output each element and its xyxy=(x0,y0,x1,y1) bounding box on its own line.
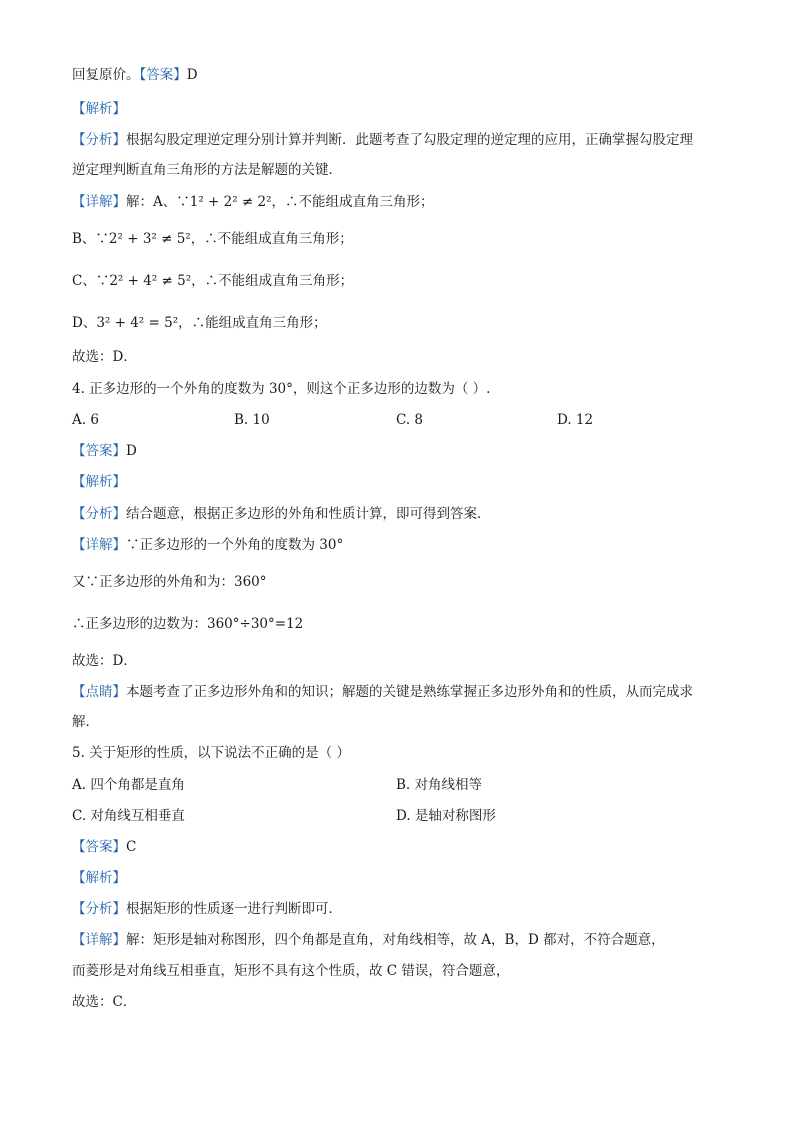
analysis-heading: 【解析】 xyxy=(72,101,126,117)
text-line xyxy=(72,131,693,149)
text-line: 解． xyxy=(72,714,99,730)
text-line: 故选：D． xyxy=(72,349,137,365)
analysis-heading: 【解析】 xyxy=(72,870,126,886)
option-c: C. 8 xyxy=(396,412,424,428)
text-fragment: 结合题意，根据正多边形的外角和性质计算，即可得到答案． xyxy=(126,506,491,522)
text-line xyxy=(72,505,491,523)
fenxi-label: 【分析】 xyxy=(72,506,126,522)
xiangjie-label: 【详解】 xyxy=(72,537,126,553)
text-fragment: 根据矩形的性质逐一进行判断即可． xyxy=(126,901,342,917)
math-expression: 2² + 4² ≠ 5² xyxy=(109,273,192,289)
option-c: C. 对角线互相垂直 xyxy=(72,808,185,824)
answer-value: D xyxy=(186,67,198,83)
option-a: A. 6 xyxy=(72,412,99,428)
text-fragment: ∵正多边形的一个外角的度数为 30° xyxy=(126,537,344,553)
fenxi-label: 【分析】 xyxy=(72,132,126,148)
text-fragment: 回复原价。 xyxy=(72,67,140,83)
text-line xyxy=(72,442,137,460)
text-line xyxy=(72,536,343,554)
text-line: 逆定理判断直角三角形的方法是解题的关键． xyxy=(72,162,342,178)
question-4: 4. 正多边形的一个外角的度数为 30°，则这个正多边形的边数为（ ）. xyxy=(72,381,491,397)
text-fragment: 根据勾股定理逆定理分别计算并判断．此题考查了勾股定理的逆定理的应用，正确掌握勾股定理 xyxy=(126,132,693,148)
question-5: 5. 关于矩形的性质，以下说法不正确的是（ ） xyxy=(72,745,350,761)
text-line xyxy=(72,838,136,856)
text-line xyxy=(72,314,327,332)
answer-value: D xyxy=(126,443,137,459)
text-fragment: ，∴不能组成直角三角形； xyxy=(271,194,434,210)
option-d: D. 是轴对称图形 xyxy=(396,808,496,824)
option-d: D. 12 xyxy=(557,412,594,428)
answer-label: 【答案】 xyxy=(72,839,126,855)
text-line xyxy=(72,683,693,701)
text-line: 而菱形是对角线互相垂直，矩形不具有这个性质，故 C 错误，符合题意， xyxy=(72,963,510,979)
text-line: ∴正多边形的边数为：360°÷30°=12 xyxy=(72,616,304,632)
text-line xyxy=(72,230,353,248)
math-expression: 1² + 2² ≠ 2² xyxy=(189,194,272,210)
math-expression: 3² + 4² = 5² xyxy=(96,315,179,331)
option-a: A. 四个角都是直角 xyxy=(72,777,185,793)
text-line: 又∵正多边形的外角和为：360° xyxy=(72,574,267,590)
xiangjie-label: 【详解】 xyxy=(72,932,126,948)
text-fragment: D、 xyxy=(72,315,97,331)
text-line xyxy=(72,193,434,211)
text-line: 故选：C． xyxy=(72,994,137,1010)
text-fragment: ，∴不能组成直角三角形； xyxy=(190,231,353,247)
text-fragment: B、∵ xyxy=(72,231,109,247)
answer-label: 【答案】 xyxy=(139,67,187,83)
text-line: 故选：D． xyxy=(72,653,137,669)
dianjing-label: 【点睛】 xyxy=(72,684,126,700)
text-fragment: 解：A、∵ xyxy=(126,194,190,210)
option-b: B. 10 xyxy=(234,412,270,428)
text-fragment: 本题考查了正多边形外角和的知识；解题的关键是熟练掌握正多边形外角和的性质，从而完成求 xyxy=(126,684,693,700)
fenxi-label: 【分析】 xyxy=(72,901,126,917)
text-line xyxy=(72,66,198,84)
text-line xyxy=(72,272,353,290)
option-b: B. 对角线相等 xyxy=(396,777,483,793)
text-fragment: 解：矩形是轴对称图形，四个角都是直角，对角线相等，故 A，B，D 都对，不符合题意， xyxy=(126,932,665,948)
text-fragment: ，∴能组成直角三角形； xyxy=(178,315,327,331)
analysis-heading: 【解析】 xyxy=(72,474,126,490)
answer-value: C xyxy=(126,839,137,855)
text-line xyxy=(72,900,342,918)
text-fragment: ，∴不能组成直角三角形； xyxy=(191,273,354,289)
text-line xyxy=(72,931,665,949)
text-fragment: C、∵ xyxy=(72,273,110,289)
math-expression: 2² + 3² ≠ 5² xyxy=(108,231,191,247)
xiangjie-label: 【详解】 xyxy=(72,194,126,210)
answer-label: 【答案】 xyxy=(72,443,126,459)
